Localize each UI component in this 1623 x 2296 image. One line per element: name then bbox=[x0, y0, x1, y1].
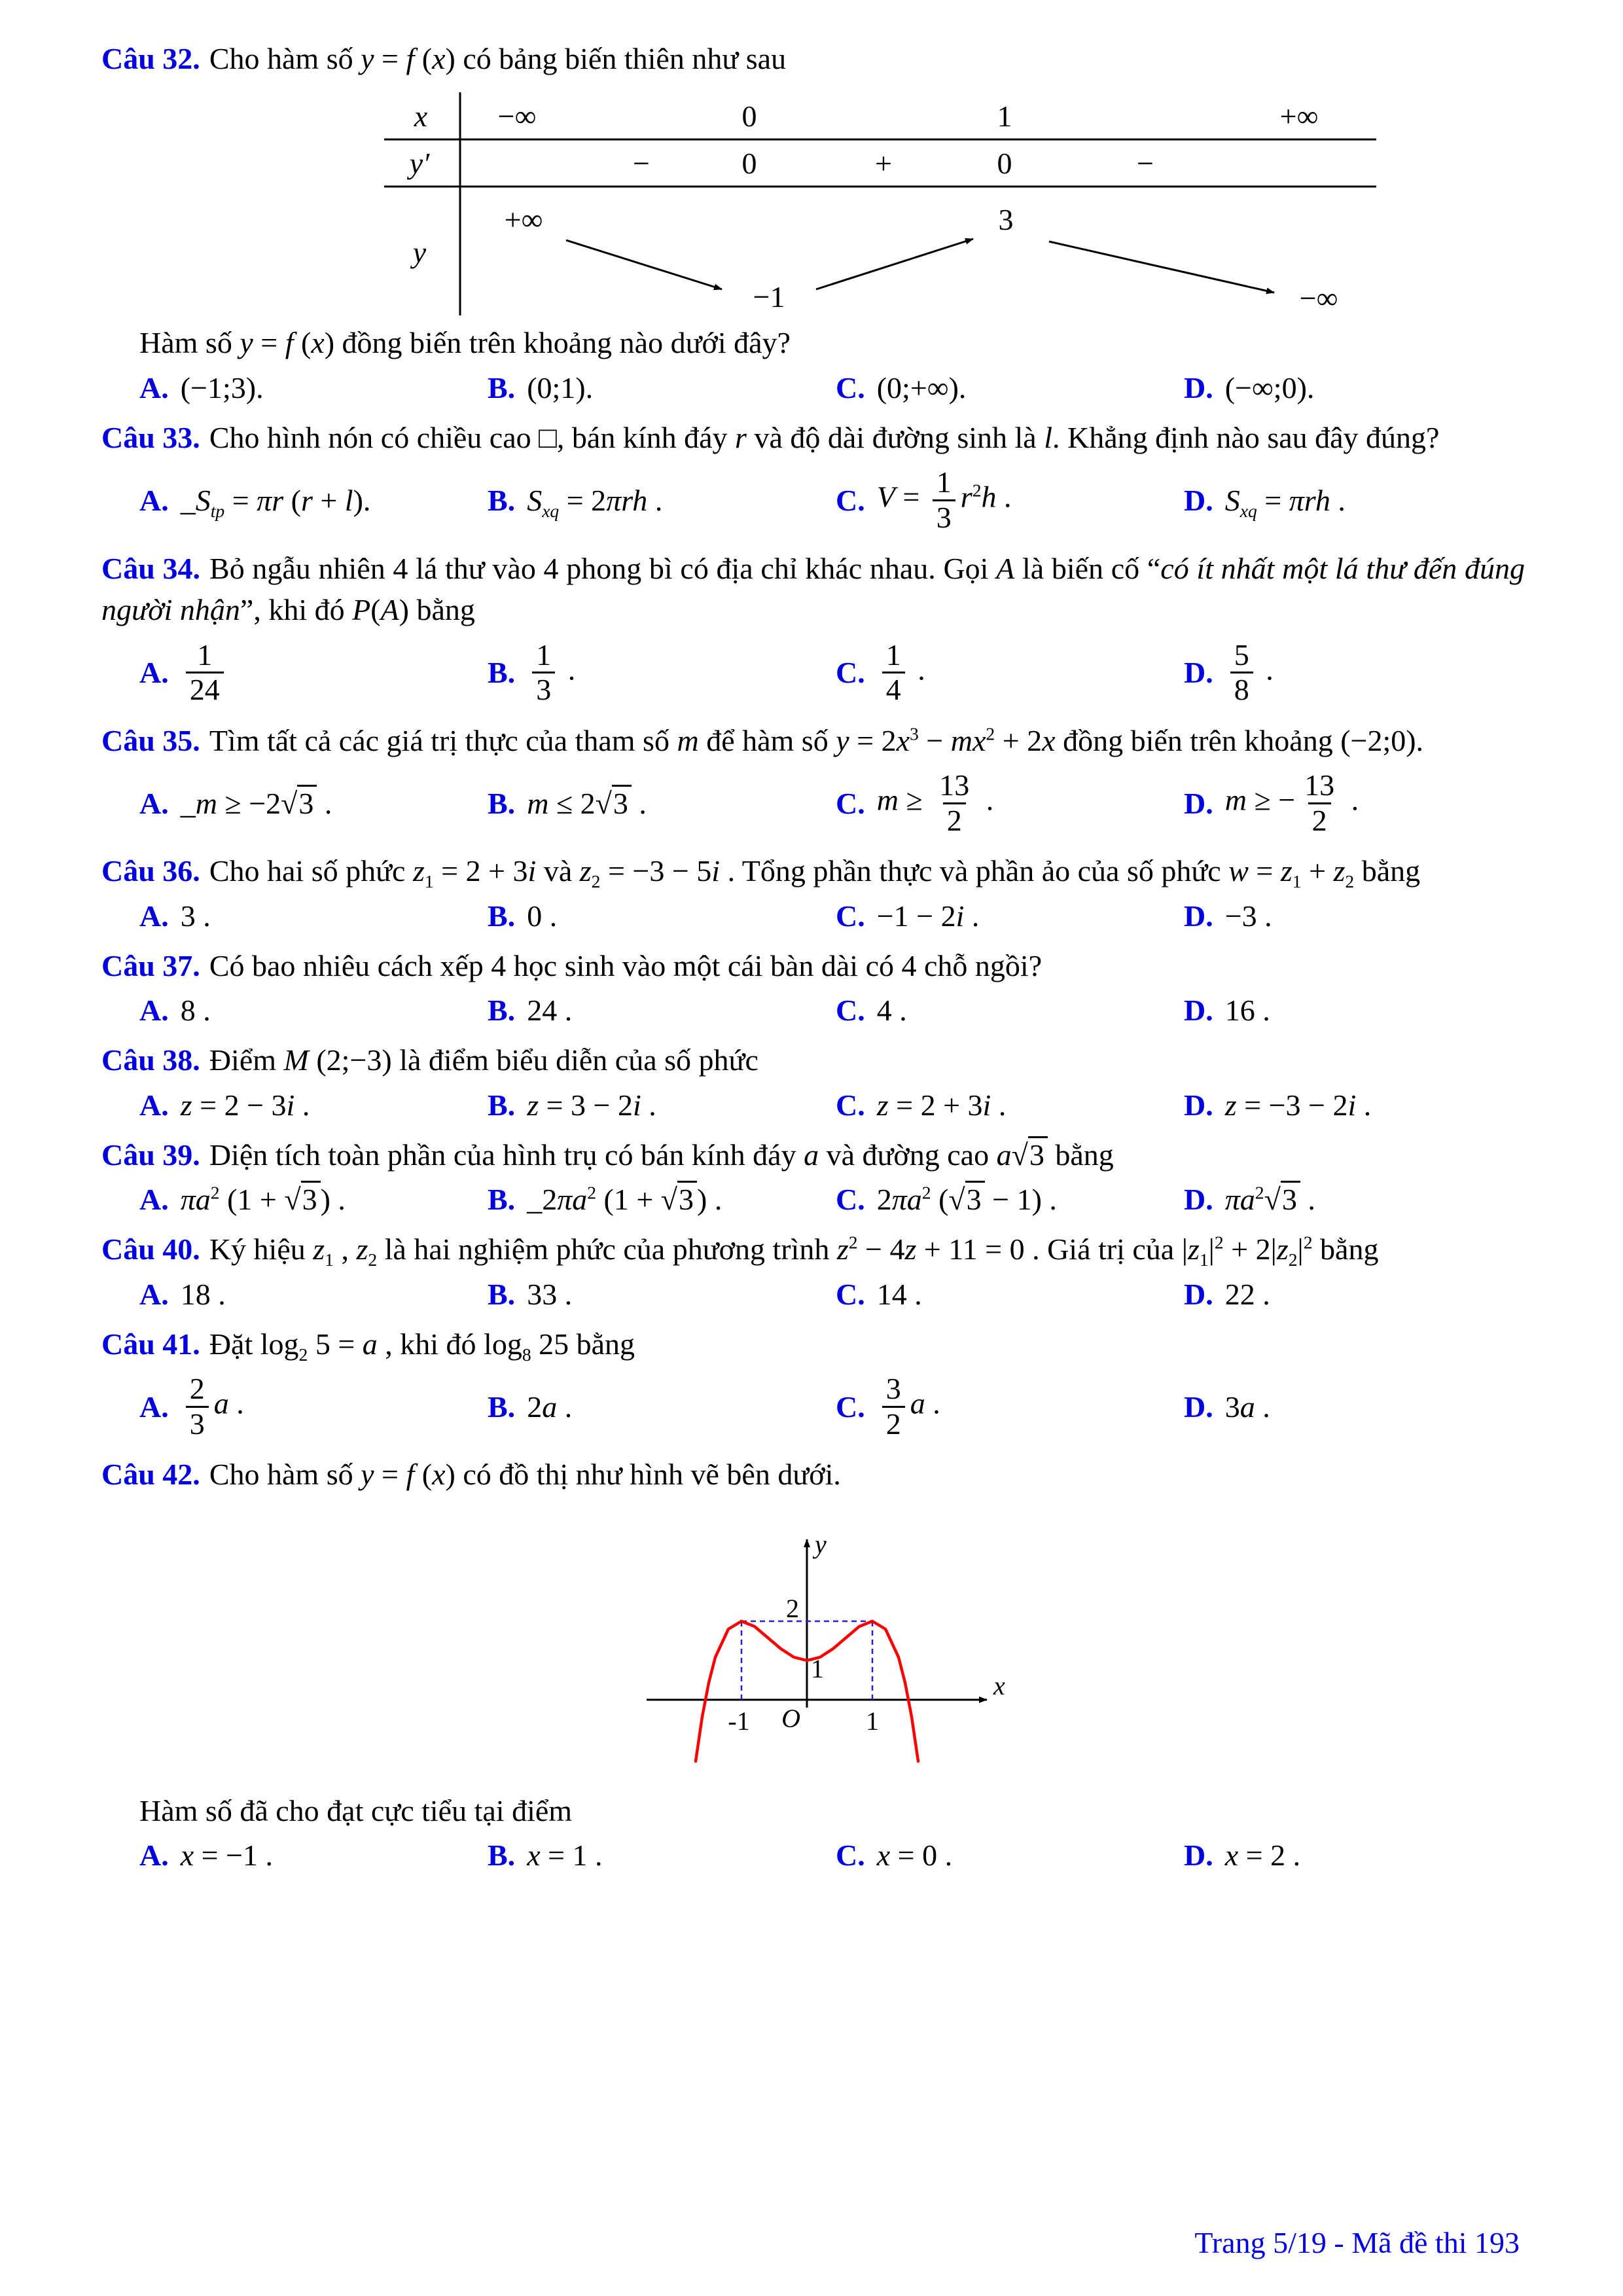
answer-option bbox=[488, 1182, 836, 1217]
option-text: $\pi a^2√3$ . bbox=[1225, 1182, 1315, 1217]
option-letter: D. bbox=[1184, 370, 1213, 404]
option-text: m ≥ $\frac{13}{2}$ . bbox=[876, 768, 994, 837]
option-letter: A. bbox=[139, 994, 169, 1028]
option-text: $\frac{3}{2}$ a . bbox=[877, 1371, 940, 1442]
answer-option bbox=[1184, 899, 1525, 933]
answer-option bbox=[1184, 993, 1525, 1028]
option-letter: A. bbox=[139, 899, 169, 933]
answer-option bbox=[488, 370, 836, 405]
answer-option bbox=[139, 370, 488, 405]
bbt-x-value: 0 bbox=[741, 99, 757, 134]
answer-option bbox=[836, 1371, 1184, 1442]
bbt-y-value: 3 bbox=[998, 203, 1014, 237]
option-text: 16 . bbox=[1224, 994, 1270, 1028]
option-text: _m ≥ −2√3 . bbox=[181, 786, 332, 821]
answer-options bbox=[101, 1277, 1525, 1312]
answer-option bbox=[836, 1277, 1184, 1312]
option-letter: A. bbox=[139, 370, 169, 404]
answer-option bbox=[139, 637, 488, 708]
option-text: x = 0 . bbox=[876, 1839, 953, 1873]
answer-options bbox=[101, 637, 1525, 708]
option-text: (0;1). bbox=[527, 370, 594, 404]
option-text: 24 . bbox=[527, 994, 573, 1028]
option-text: −1 − 2i . bbox=[876, 899, 980, 933]
option-text: $\_S_{tp} = \pi r$ (r + l). bbox=[180, 484, 371, 522]
bbt-y-value: −1 bbox=[753, 280, 785, 314]
option-letter: C. bbox=[836, 1088, 865, 1122]
question-number: Câu 36. bbox=[101, 854, 200, 888]
bbt-y-value: +∞ bbox=[504, 203, 543, 237]
option-text: (0;+∞). bbox=[876, 370, 967, 404]
answer-option bbox=[139, 1182, 488, 1217]
option-letter: C. bbox=[836, 1183, 865, 1217]
page-footer: Trang 5/19 - Mã đề thi 193 bbox=[1194, 2226, 1520, 2259]
answer-option bbox=[1184, 637, 1525, 708]
option-letter: D. bbox=[1184, 786, 1213, 820]
question-number: Câu 34. bbox=[101, 551, 201, 585]
question-39 bbox=[101, 1134, 1525, 1217]
answer-options bbox=[101, 1371, 1525, 1442]
option-text: 33 . bbox=[527, 1277, 573, 1311]
y-tick-label: 1 bbox=[810, 1653, 824, 1683]
increasing-arrow bbox=[816, 239, 973, 289]
option-letter: C. bbox=[836, 370, 865, 404]
option-letter: B. bbox=[488, 370, 516, 404]
option-letter: C. bbox=[836, 994, 865, 1028]
option-text: 2a . bbox=[527, 1390, 573, 1424]
decreasing-arrow bbox=[1049, 242, 1274, 293]
option-text: $2\pi a^2$ (√3 − 1) . bbox=[877, 1182, 1057, 1217]
answer-option bbox=[1184, 1390, 1525, 1424]
option-letter: B. bbox=[488, 1183, 516, 1217]
question-number: Câu 41. bbox=[101, 1327, 200, 1361]
option-letter: B. bbox=[488, 656, 516, 690]
answer-option bbox=[488, 637, 836, 708]
option-letter: A. bbox=[139, 1183, 169, 1217]
question-number: Câu 37. bbox=[101, 948, 200, 982]
answer-option bbox=[139, 1371, 488, 1442]
answer-options bbox=[101, 899, 1525, 933]
bbt-x-value: +∞ bbox=[1279, 99, 1319, 134]
answer-option bbox=[488, 993, 836, 1028]
bbt-x-value: 1 bbox=[997, 99, 1012, 134]
x-tick-label: 1 bbox=[865, 1706, 879, 1736]
question-text bbox=[101, 1229, 1525, 1270]
answer-option bbox=[488, 1277, 836, 1312]
option-letter: B. bbox=[488, 1390, 516, 1424]
option-text: 18 . bbox=[180, 1277, 226, 1311]
bbt-sign: − bbox=[1137, 147, 1154, 181]
option-letter: B. bbox=[488, 1839, 516, 1873]
question-body: Cho hai số phức $z_1 = 2 + 3i$ và $z_2 = -3 - 5i$ . Tổng phần thực và phần ảo của số phức $w = z_1 + z_2$ bằng bbox=[209, 854, 1421, 892]
answer-option bbox=[836, 1838, 1184, 1873]
option-letter: C. bbox=[836, 656, 865, 690]
answer-option bbox=[836, 1182, 1184, 1217]
question-body: Bỏ ngẫu nhiên 4 lá thư vào 4 phong bì có địa chỉ khác nhau. Gọi A là biến cố “có ít nhất một lá thư đến đúng người nhận”, khi đó P(A) bằng bbox=[101, 551, 1525, 627]
option-letter: A. bbox=[139, 1277, 169, 1311]
option-text: x = 1 . bbox=[527, 1839, 603, 1873]
bbt-sign: + bbox=[875, 147, 892, 181]
question-number: Câu 42. bbox=[101, 1458, 200, 1492]
question-42 bbox=[101, 1454, 1525, 1873]
answer-option bbox=[139, 993, 488, 1028]
question-body: Diện tích toàn phần của hình trụ có bán kính đáy a và đường cao a√3 bằng bbox=[209, 1136, 1114, 1172]
option-letter: A. bbox=[139, 656, 169, 690]
option-letter: C. bbox=[836, 786, 865, 820]
bbt-y-value: −∞ bbox=[1299, 281, 1338, 315]
answer-option bbox=[1184, 768, 1525, 838]
question-continuation: Hàm số đã cho đạt cực tiểu tại điểm bbox=[139, 1793, 573, 1827]
answer-options bbox=[101, 1088, 1525, 1122]
question-text bbox=[101, 1134, 1525, 1175]
answer-options bbox=[101, 1182, 1525, 1217]
answer-options bbox=[101, 370, 1525, 405]
option-text: m ≤ 2√3 . bbox=[527, 786, 647, 821]
option-text: 22 . bbox=[1224, 1277, 1270, 1311]
option-letter: D. bbox=[1184, 899, 1213, 933]
question-body: Điểm M (2;−3) là điểm biểu diễn của số phức bbox=[209, 1043, 758, 1077]
answer-options bbox=[101, 1838, 1525, 1873]
decreasing-arrow bbox=[566, 240, 722, 289]
answer-option bbox=[1184, 1838, 1525, 1873]
option-letter: C. bbox=[836, 484, 865, 517]
question-text bbox=[101, 1323, 1525, 1365]
option-text: z = 3 − 2i . bbox=[527, 1088, 656, 1122]
question-body: Tìm tất cả các giá trị thực của tham số m để hàm số $y = 2x^3 - mx^2 + 2x$ đồng biến trên khoảng (−2;0). bbox=[209, 723, 1424, 757]
question-body: Có bao nhiêu cách xếp 4 học sinh vào một cái bàn dài có 4 chỗ ngồi? bbox=[209, 948, 1043, 982]
function-graph bbox=[611, 1503, 1016, 1785]
answer-options bbox=[101, 993, 1525, 1028]
answer-option bbox=[488, 786, 836, 821]
option-letter: B. bbox=[488, 899, 516, 933]
question-text bbox=[101, 945, 1525, 986]
bbt-sign: 0 bbox=[997, 147, 1012, 181]
option-text: $\frac{1}{3}$ . bbox=[527, 637, 575, 708]
option-letter: B. bbox=[488, 1277, 516, 1311]
option-text: $\frac{5}{8}$ . bbox=[1225, 637, 1274, 708]
option-text: $\frac{2}{3}$ a . bbox=[181, 1371, 244, 1442]
option-text: V = $\frac{1}{3}$ $r^2h$ . bbox=[876, 465, 1012, 534]
answer-option bbox=[139, 483, 488, 522]
question-number: Câu 39. bbox=[101, 1138, 200, 1172]
option-letter: D. bbox=[1184, 1183, 1213, 1217]
answer-option bbox=[836, 465, 1184, 535]
question-34 bbox=[101, 548, 1525, 708]
question-35 bbox=[101, 720, 1525, 839]
answer-option bbox=[836, 370, 1184, 405]
bbt-sign: 0 bbox=[741, 147, 757, 181]
answer-options bbox=[101, 465, 1525, 535]
question-41 bbox=[101, 1323, 1525, 1443]
option-text: x = −1 . bbox=[180, 1839, 274, 1873]
option-letter: B. bbox=[488, 1088, 516, 1122]
bbt-row-label-x: x bbox=[414, 99, 428, 134]
option-letter: D. bbox=[1184, 1277, 1213, 1311]
option-text: 3 . bbox=[180, 899, 211, 933]
option-letter: D. bbox=[1184, 1088, 1213, 1122]
y-axis-label: y bbox=[814, 1529, 827, 1559]
variation-table bbox=[383, 91, 1378, 317]
answer-option bbox=[1184, 1277, 1525, 1312]
bbt-sign: − bbox=[633, 147, 650, 181]
answer-option bbox=[1184, 1182, 1525, 1217]
option-text: $\_2\pi a^2$ (1 + √3 ) . bbox=[527, 1182, 722, 1217]
question-text bbox=[101, 1454, 1525, 1495]
option-text: −3 . bbox=[1224, 899, 1272, 933]
option-text: x = 2 . bbox=[1224, 1839, 1301, 1873]
answer-option bbox=[488, 1838, 836, 1873]
option-text: $\frac{1}{4}$ . bbox=[877, 637, 925, 708]
option-text: 4 . bbox=[876, 994, 907, 1028]
question-number: Câu 33. bbox=[101, 420, 200, 454]
x-axis-label: x bbox=[993, 1670, 1005, 1700]
option-letter: B. bbox=[488, 484, 516, 517]
question-33 bbox=[101, 417, 1525, 536]
answer-option bbox=[139, 1088, 488, 1122]
option-text: z = 2 + 3i . bbox=[876, 1088, 1007, 1122]
option-letter: D. bbox=[1184, 656, 1213, 690]
question-body: Cho hàm số y = f (x) có bảng biến thiên như sau bbox=[209, 42, 787, 75]
question-body: Cho hàm số y = f (x) có đồ thị như hình vẽ bên dưới. bbox=[209, 1458, 841, 1492]
bbt-x-value: −∞ bbox=[497, 99, 537, 134]
answer-option bbox=[139, 1277, 488, 1312]
option-letter: D. bbox=[1184, 994, 1213, 1028]
question-body: Đặt $\log_2 5 = a$ , khi đó $\log_8 25$ bằng bbox=[209, 1327, 635, 1365]
bbt-row-label-y: y bbox=[412, 236, 427, 270]
answer-option bbox=[488, 1088, 836, 1122]
answer-option bbox=[488, 899, 836, 933]
x-tick-label: -1 bbox=[727, 1706, 750, 1736]
question-number: Câu 32. bbox=[101, 42, 200, 75]
answer-option bbox=[836, 768, 1184, 838]
origin-label: O bbox=[781, 1703, 800, 1733]
option-text: $S_{xq} = \pi rh$ . bbox=[1224, 484, 1346, 522]
option-letter: A. bbox=[139, 484, 169, 517]
answer-option bbox=[139, 1838, 488, 1873]
option-letter: C. bbox=[836, 1839, 865, 1873]
option-text: z = 2 − 3i . bbox=[180, 1088, 310, 1122]
option-text: 3a . bbox=[1224, 1390, 1270, 1424]
option-letter: A. bbox=[139, 1390, 169, 1424]
question-36 bbox=[101, 850, 1525, 933]
option-letter: D. bbox=[1184, 1390, 1213, 1424]
option-text: (−1;3). bbox=[180, 370, 264, 404]
answer-option bbox=[1184, 370, 1525, 405]
answer-options bbox=[101, 768, 1525, 838]
option-text: $S_{xq} = 2\pi rh$ . bbox=[527, 484, 663, 522]
question-40 bbox=[101, 1229, 1525, 1311]
option-letter: D. bbox=[1184, 1839, 1213, 1873]
answer-option bbox=[1184, 483, 1525, 522]
option-text: $\frac{1}{24}$ bbox=[181, 637, 229, 708]
question-text bbox=[101, 417, 1525, 458]
option-letter: A. bbox=[139, 1088, 169, 1122]
answer-option bbox=[488, 483, 836, 522]
answer-option bbox=[836, 899, 1184, 933]
answer-option bbox=[139, 899, 488, 933]
question-number: Câu 38. bbox=[101, 1043, 200, 1077]
option-text: m ≥ − $\frac{13}{2}$ . bbox=[1224, 768, 1359, 837]
option-letter: C. bbox=[836, 899, 865, 933]
question-body: Cho hình nón có chiều cao □, bán kính đáy r và độ dài đường sinh là l. Khẳng định nào sau đây đúng? bbox=[209, 420, 1440, 454]
question-text bbox=[101, 548, 1525, 631]
question-38 bbox=[101, 1039, 1525, 1122]
question-text bbox=[101, 1039, 1525, 1081]
question-number: Câu 35. bbox=[101, 723, 200, 757]
option-letter: A. bbox=[139, 1839, 169, 1873]
option-letter: C. bbox=[836, 1390, 865, 1424]
question-text bbox=[101, 850, 1525, 891]
option-letter: B. bbox=[488, 994, 516, 1028]
answer-option bbox=[1184, 1088, 1525, 1122]
question-body: Ký hiệu $z_1$ , $z_2$ là hai nghiệm phức của phương trình $z^2 - 4z + 11 = 0$ . Giá trị của $|z_1|^2 + 2|z_2|^2$ bằng bbox=[209, 1232, 1379, 1270]
question-text bbox=[101, 38, 1525, 79]
bbt-row-label-yprime: y′ bbox=[409, 147, 430, 181]
answer-option bbox=[139, 786, 488, 821]
option-text: $\pi a^2$ (1 + √3 ) . bbox=[181, 1182, 346, 1217]
y-tick-label: 2 bbox=[785, 1593, 799, 1623]
option-letter: B. bbox=[488, 786, 516, 820]
question-continuation: Hàm số y = f (x) đồng biến trên khoảng nào dưới đây? bbox=[139, 326, 791, 360]
option-text: 14 . bbox=[876, 1277, 922, 1311]
question-37 bbox=[101, 945, 1525, 1028]
answer-option bbox=[836, 637, 1184, 708]
option-letter: C. bbox=[836, 1277, 865, 1311]
option-text: 0 . bbox=[527, 899, 558, 933]
option-text: 8 . bbox=[180, 994, 211, 1028]
option-letter: A. bbox=[139, 786, 169, 820]
question-32 bbox=[101, 38, 1525, 405]
answer-option bbox=[488, 1390, 836, 1424]
answer-option bbox=[836, 1088, 1184, 1122]
answer-option bbox=[836, 993, 1184, 1028]
question-number: Câu 40. bbox=[101, 1232, 200, 1266]
option-text: z = −3 − 2i . bbox=[1224, 1088, 1372, 1122]
option-letter: D. bbox=[1184, 484, 1213, 517]
option-text: (−∞;0). bbox=[1224, 370, 1315, 404]
question-text bbox=[101, 720, 1525, 761]
